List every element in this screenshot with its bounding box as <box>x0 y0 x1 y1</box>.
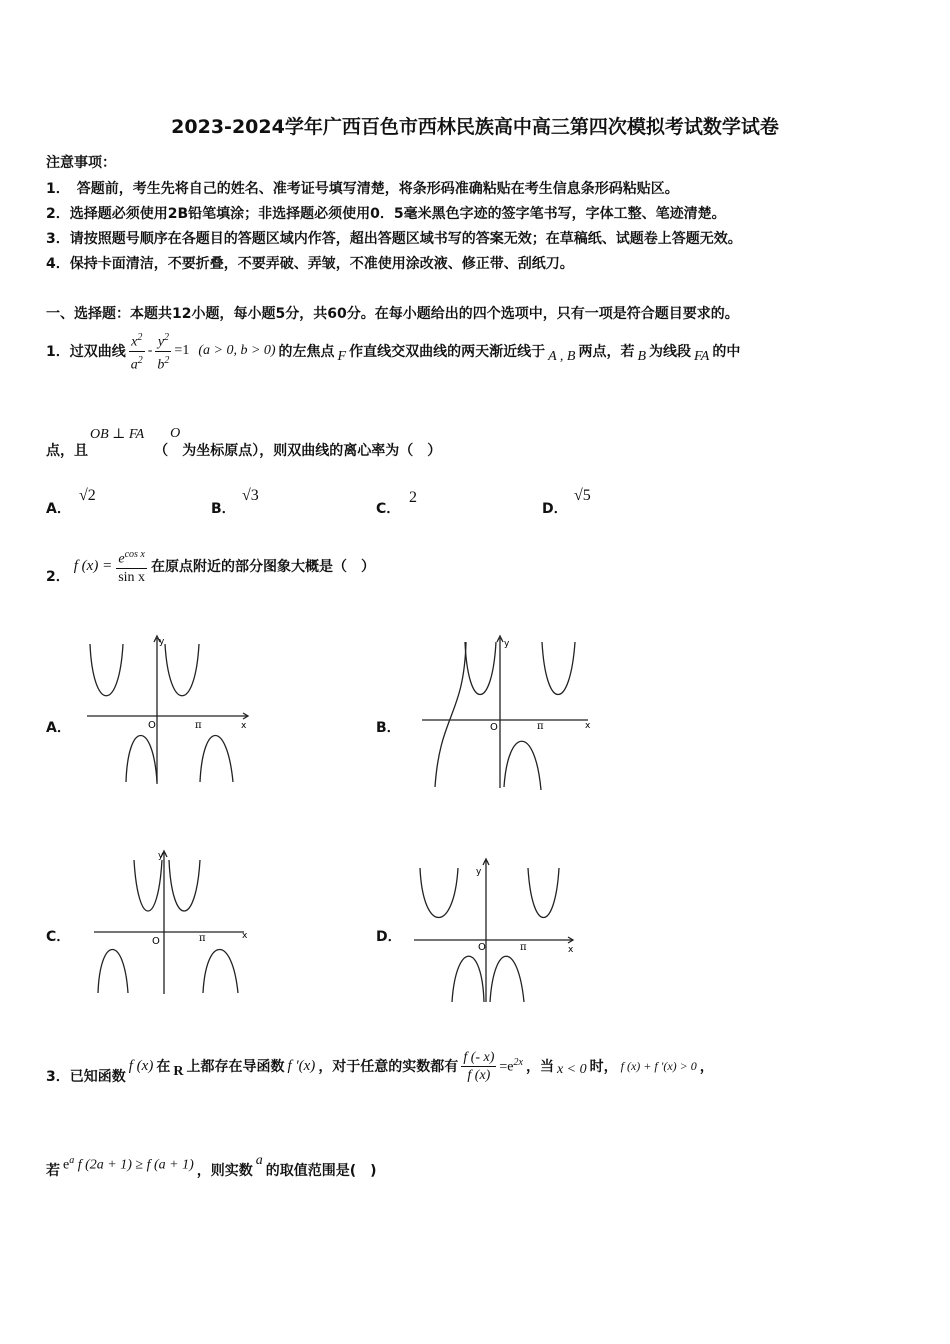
q3-rhs: $=e^{2x}$ <box>499 1056 523 1075</box>
notice-item-1: 1． 答题前，考生先将自己的姓名、准考证号填写清楚，将条形码准确粘贴在考生信息条形码粘贴区。 <box>46 181 679 197</box>
q1-option-d-label[interactable]: D． <box>542 501 568 517</box>
q1-option-b-label[interactable]: B． <box>211 501 236 517</box>
q3-text-2: 上都存在导函数 <box>186 1059 285 1075</box>
q1-text-5: 的中 <box>712 344 741 361</box>
graph-b-curve-2 <box>542 642 575 695</box>
q3-text-1: 在 <box>156 1059 171 1075</box>
q2-frac: $\frac{e^{cos x}}{\text{sin x}}$ <box>116 546 147 586</box>
graph-a-curve-3 <box>126 736 157 783</box>
q2-graph-d[interactable] <box>412 856 580 1006</box>
question-1-line-2 <box>46 426 441 460</box>
graph-d-pi: π <box>520 942 527 953</box>
question-3-line-1 <box>46 1046 714 1086</box>
q3-fpx: f ′(x) <box>287 1057 316 1074</box>
graph-b-curve-1b <box>465 642 496 695</box>
graph-b-origin: O <box>490 722 498 733</box>
graph-d-origin: O <box>478 942 486 953</box>
q1-line2-a: 点，且 <box>46 443 88 459</box>
q2-graph-b[interactable] <box>420 632 592 792</box>
q1-text-2: 作直线交双曲线的两天渐近线于 <box>349 344 546 361</box>
graph-a-pi: π <box>195 720 202 731</box>
q1-FA: FA <box>694 349 710 365</box>
q1-AB: A , B <box>548 349 576 365</box>
q1-option-b-value: √3 <box>242 487 259 504</box>
q3-xlt0: x < 0 <box>556 1062 587 1077</box>
q3-text-3: ，对于任意的实数都有 <box>318 1059 459 1075</box>
graph-c-y-label: y <box>158 851 164 861</box>
question-3-line-2 <box>46 1148 377 1180</box>
q1-cond: (a > 0, b > 0) <box>198 343 276 359</box>
q1-text-4: 为线段 <box>649 344 692 361</box>
q1-prefix: 1．过双曲线 <box>46 344 126 361</box>
q2-graph-a[interactable] <box>85 632 255 787</box>
q3-frac: $\frac{f (- x)}{f (x)}$ <box>463 1049 495 1083</box>
q2-f: f (x) = <box>73 557 113 574</box>
graph-b-x-label: x <box>585 721 591 731</box>
graph-d-curve-2 <box>528 868 559 918</box>
graph-c-x-label: x <box>242 931 248 941</box>
q3-ineq: f (x) + f ′(x) > 0 <box>620 1058 697 1073</box>
graph-a-y-label: y <box>159 637 165 647</box>
graph-c-curve-1 <box>134 860 162 911</box>
q2-prefix: 2． <box>46 569 70 585</box>
q1-text-1: 的左焦点 <box>278 344 335 361</box>
question-1-line-1 <box>46 329 740 373</box>
q1-O: O <box>170 426 181 441</box>
page-title: 2023-2024学年广西百色市西林民族高中高三第四次模拟考试数学试卷 <box>171 116 779 138</box>
q3-text-4: ，当 <box>525 1059 554 1075</box>
q3-R: R <box>173 1064 184 1079</box>
graph-b-pi: π <box>537 721 544 732</box>
q1-frac-y: $\frac{y^2}{b^2}$ <box>155 329 171 373</box>
q2-option-a-label[interactable]: A． <box>46 720 71 736</box>
q1-text-3: 两点，若 <box>578 344 635 361</box>
graph-c-origin: O <box>152 936 160 947</box>
q1-option-a-label[interactable]: A． <box>46 501 71 517</box>
q1-option-c-label[interactable]: C． <box>376 501 401 517</box>
q1-F: F <box>337 349 347 365</box>
q3-line2-c: 的取值范围是( ) <box>265 1163 377 1179</box>
graph-a-curve-2 <box>165 644 199 696</box>
q2-graph-c[interactable] <box>92 848 252 998</box>
q1-frac-x: $\frac{x^2}{a^2}$ <box>129 329 145 373</box>
q1-option-c-value: 2 <box>409 489 417 506</box>
q1-line2-b: （ <box>154 443 169 459</box>
graph-b-y-label: y <box>504 639 510 649</box>
q2-text: 在原点附近的部分图象大概是（ ） <box>151 559 376 575</box>
notice-item-2: 2．选择题必须使用2B铅笔填涂；非选择题必须使用0．5毫米黑色字迹的签字笔书写，字体工整、笔迹清楚。 <box>46 206 726 222</box>
q3-text-6: ， <box>699 1059 714 1075</box>
q3-prefix: 3．已知函数 <box>46 1069 126 1085</box>
graph-d-x-label: x <box>568 945 574 955</box>
section-heading: 一、选择题：本题共12小题，每小题5分，共60分。在每小题给出的四个选项中，只有一项是符合题目要求的。 <box>46 306 739 322</box>
graph-d-curve-1 <box>420 868 458 918</box>
graph-c-curve-3 <box>98 949 128 993</box>
q1-perp: OB ⊥ FA <box>90 427 145 442</box>
q1-minus: - <box>147 343 153 359</box>
graph-b-curve-1 <box>435 642 466 787</box>
notice-heading: 注意事项： <box>46 155 116 171</box>
notice-item-4: 4．保持卡面清洁，不要折叠，不要弄破、弄皱，不准使用涂改液、修正带、刮纸刀。 <box>46 256 574 272</box>
q1-option-d-value: √5 <box>574 487 591 504</box>
graph-c-curve-2 <box>169 860 200 911</box>
question-2 <box>46 546 375 586</box>
q1-B: B <box>637 349 647 365</box>
graph-d-curve-3 <box>452 956 484 1002</box>
graph-a-curve-1 <box>90 644 123 696</box>
graph-b-curve-3 <box>504 741 541 790</box>
q1-eq: =1 <box>174 343 190 359</box>
q3-text-5: 时， <box>589 1059 618 1075</box>
q3-line2-a: 若 <box>46 1163 60 1179</box>
graph-a-origin: O <box>148 720 156 731</box>
q3-a: a <box>255 1153 263 1168</box>
graph-d-curve-4 <box>490 956 524 1002</box>
q1-line2-c: 为坐标原点），则双曲线的离心率为（ ） <box>182 443 442 459</box>
notice-item-3: 3．请按照题号顺序在各题目的答题区域内作答，超出答题区域书写的答案无效；在草稿纸、试题卷上答题无效。 <box>46 231 742 247</box>
q1-option-a-value: √2 <box>79 487 96 504</box>
graph-a-curve-4 <box>200 736 233 783</box>
q3-line2-b: ，则实数 <box>196 1163 253 1179</box>
q3-fx: f (x) <box>128 1057 154 1074</box>
q2-option-b-label[interactable]: B． <box>376 720 401 736</box>
graph-a-x-label: x <box>241 721 247 731</box>
q3-ineq2: $e^a$ f (2a + 1) ≥ f (a + 1) <box>63 1154 194 1173</box>
graph-c-pi: π <box>199 933 206 944</box>
q2-option-d-label[interactable]: D． <box>376 929 402 945</box>
graph-d-y-label: y <box>476 867 482 877</box>
q2-option-c-label[interactable]: C． <box>46 929 71 945</box>
graph-c-curve-4 <box>203 949 238 993</box>
